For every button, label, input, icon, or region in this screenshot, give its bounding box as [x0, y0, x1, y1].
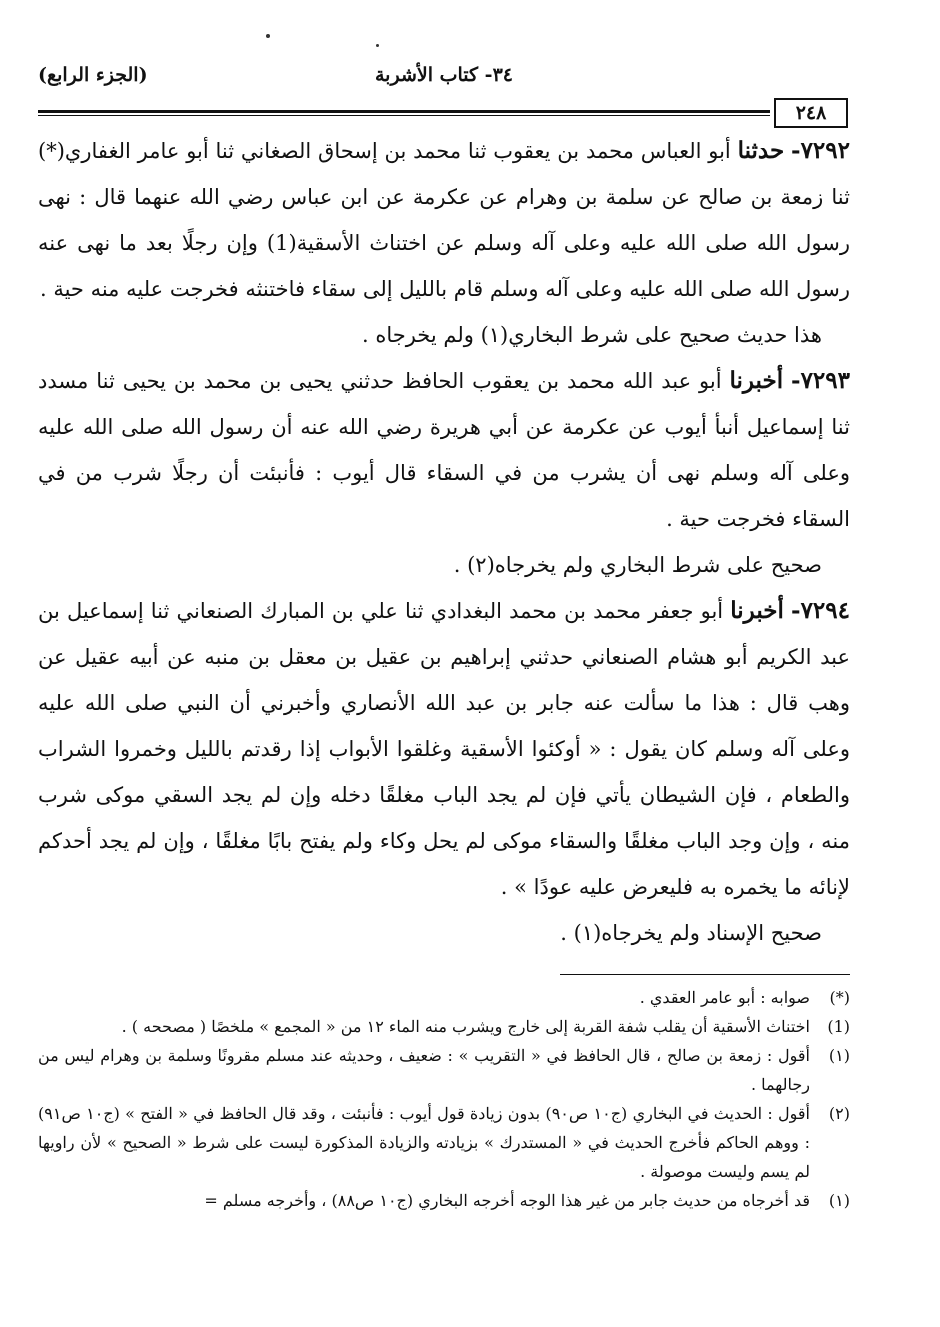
hadith-number: ٧٢٩٣- [791, 367, 850, 394]
footnote [38, 983, 850, 1012]
footnote [38, 1012, 850, 1041]
chapter-title: ٣٤- كتاب الأشربة [375, 64, 513, 86]
footnote-mark: (1) [827, 1017, 850, 1036]
hadith-7294 [38, 588, 850, 910]
scan-speck [376, 44, 379, 47]
header-rule [38, 98, 850, 128]
footnotes [38, 983, 850, 1215]
footnote-mark: (٢) [828, 1104, 850, 1123]
hadith-text: أبو جعفر محمد بن محمد البغدادي ثنا علي بن المبارك الصنعاني ثنا إسماعيل بن عبد الكريم أبو هشام الصنعاني حدثني إبراهيم بن عقيل بن معقل بن منبه عن أبيه عقيل عن وهب قال : هذا ما سألت عنه جابر بن عبد الله الأنصاري وأخبرني أن النبي صلى الله عليه وعلى آله وسلم كان يقول : « أوكئوا الأسقية وغلقوا الأبواب إذا رقدتم بالليل وخمروا الشراب والطعام ، فإن الشيطان يأتي فإن لم يجد الباب مغلقًا دخله وإن لم يجد السقي موكى شرب منه ، وإن وجد الباب مغلقًا والسقاء موكى لم يحل وكاء ولم يفتح بابًا مغلقًا ، وإن لم يجد أحدكم لإنائه ما يخمره به فليعرض عليه عودًا » . [38, 599, 850, 899]
footnote-mark: (*) [829, 988, 850, 1007]
hadith-number: ٧٢٩٤- [791, 597, 850, 624]
hadith-verdict: هذا حديث صحيح على شرط البخاري(١) ولم يخرجاه . [361, 323, 822, 347]
footnote [38, 1041, 850, 1099]
footnote-text: أقول : الحديث في البخاري (ج١٠ ص٩٠) بدون زيادة قول أيوب : فأنبئت ، وقد قال الحافظ في « الفتح » (ج١٠ ص٩١) : ووهم الحاكم فأخرج الحديث في « المستدرك » بزيادته والزيادة المذكورة ليست على شرط « الصحيح » لأن راويها لم يسم وليست موصولة . [38, 1104, 810, 1181]
footnote-text: اختناث الأسقية أن يقلب شفة القربة إلى خارج ويشرب منه الماء ١٢ من « المجمع » ملخصًا ( مصححه ) . [121, 1017, 810, 1036]
footnote-mark: (١) [828, 1191, 850, 1210]
footnote [38, 1099, 850, 1186]
scan-speck [266, 34, 270, 38]
hadith-text: أبو عبد الله محمد بن يعقوب الحافظ حدثني يحيى بن محمد بن يحيى ثنا مسدد ثنا إسماعيل أنبأ أيوب عن عكرمة عن أبي هريرة رضي الله عنه أن رسول الله صلى الله عليه وعلى آله وسلم نهى أن يشرب من في السقاء قال أيوب : فأنبئت أن رجلًا شرب من في السقاء فخرجت حية . [38, 369, 850, 531]
hadith-lead: أخبرنا [729, 367, 784, 394]
hadith-number: ٧٢٩٢- [791, 137, 850, 164]
hadith-lead: حدثنا [737, 137, 785, 164]
hadith-verdict: صحيح على شرط البخاري ولم يخرجاه(٢) . [453, 553, 822, 577]
hadith-7293 [38, 358, 850, 542]
footnote-text: قد أخرجاه من حديث جابر من غير هذا الوجه أخرجه البخاري (ج١٠ ص٨٨) ، وأخرجه مسلم = [204, 1191, 810, 1210]
book-page [38, 60, 850, 1215]
header-rule-thick [38, 110, 770, 113]
footnote-mark: (١) [828, 1046, 850, 1065]
footnote [38, 1186, 850, 1215]
running-header [38, 60, 850, 98]
header-rule-thin [38, 115, 770, 116]
footnote-text: أقول : زمعة بن صالح ، قال الحافظ في « التقريب » : ضعيف ، وحديثه عند مسلم مقرونًا وسلمة بن وهرام ليس من رجالهما . [38, 1046, 810, 1094]
hadith-7292 [38, 128, 850, 312]
footnote-separator [560, 974, 850, 975]
hadith-lead: أخبرنا [730, 597, 784, 624]
main-text [38, 128, 850, 956]
volume-label: (الجزء الرابع) [38, 64, 148, 86]
footnote-text: صوابه : أبو عامر العقدي . [639, 988, 810, 1007]
hadith-text: أبو العباس محمد بن يعقوب ثنا محمد بن إسحاق الصغاني ثنا أبو عامر الغفاري(*) ثنا زمعة بن صالح عن سلمة بن وهرام عن عكرمة عن ابن عباس رضي الله عنهما قال : نهى رسول الله صلى الله عليه وعلى آله وسلم عن اختناث الأسقية(1) وإن رجلًا بعد ما نهى عنه رسول الله صلى الله عليه وعلى آله وسلم قام بالليل إلى سقاء فاختنثه فخرجت عليه منه حية . [38, 139, 850, 301]
page-number: ٢٤٨ [774, 98, 848, 128]
hadith-verdict: صحيح الإسناد ولم يخرجاه(١) . [560, 921, 822, 945]
